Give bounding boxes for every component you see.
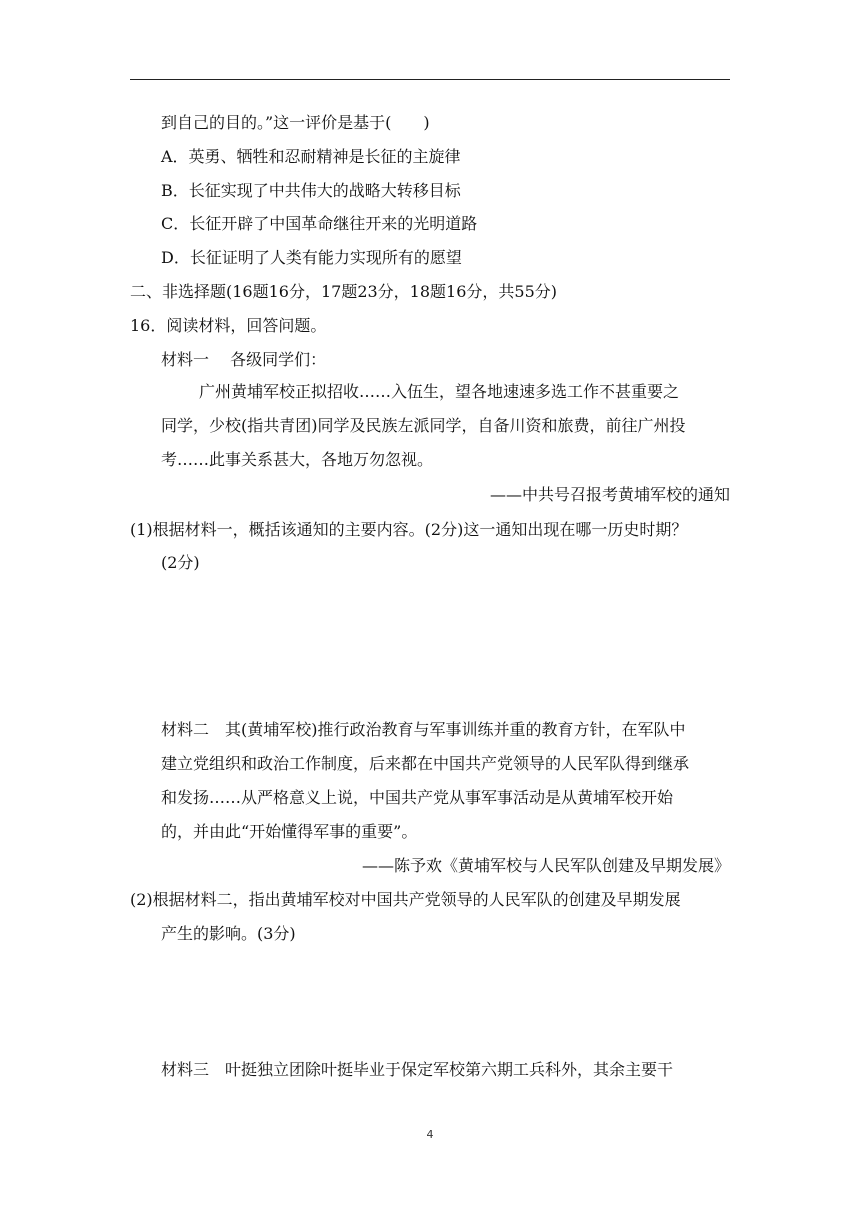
material2-text-line: 的，并由此“开始懂得军事的重要”。 <box>161 822 418 841</box>
material3-text-line: 材料三 叶挺独立团除叶挺毕业于保定军校第六期工兵科外，其余主要干 <box>161 1060 674 1079</box>
section-heading: 二、非选择题(16题16分，17题23分，18题16分，共55分) <box>130 282 558 301</box>
material2-source: ——陈予欢《黄埔军校与人民军队创建及早期发展》 <box>361 856 730 875</box>
material1-text-line: 考……此事关系甚大，各地万勿忽视。 <box>161 450 434 469</box>
material1-source: ——中共号召报考黄埔军校的通知 <box>489 485 730 504</box>
q15-option-d: D．长征证明了人类有能力实现所有的愿望 <box>161 248 462 267</box>
q16-subquestion-2: (2)根据材料二，指出黄埔军校对中国共产党领导的人民军队的创建及早期发展 <box>130 890 681 909</box>
q15-option-c: C．长征开辟了中国革命继往开来的光明道路 <box>161 214 478 233</box>
q16-subquestion-1-points: (2分) <box>161 553 200 572</box>
material2-text-line: 和发扬……从严格意义上说，中国共产党从事军事活动是从黄埔军校开始 <box>161 788 674 807</box>
material1-label: 材料一 各级同学们： <box>161 350 327 369</box>
q15-option-a: A．英勇、牺牲和忍耐精神是长征的主旋律 <box>161 147 461 166</box>
q16-subquestion-2-cont: 产生的影响。(3分) <box>161 924 296 943</box>
material1-text-line: 广州黄埔军校正拟招收……入伍生，望各地速速多选工作不甚重要之 <box>199 382 680 401</box>
material2-text-line: 材料二 其(黄埔军校)推行政治教育与军事训练并重的教育方针，在军队中 <box>161 720 686 739</box>
material1-text-line: 同学，少校(指共青团)同学及民族左派同学，自备川资和旅费，前往广州投 <box>161 416 686 435</box>
q16-intro: 16．阅读材料，回答问题。 <box>130 316 327 335</box>
page-number: 4 <box>426 1128 434 1141</box>
material2-text-line: 建立党组织和政治工作制度，后来都在中国共产党领导的人民军队得到继承 <box>161 754 690 773</box>
q15-stem-end: 到自己的目的。”这一评价是基于( ) <box>161 113 430 132</box>
q15-option-b: B．长征实现了中共伟大的战略大转移目标 <box>161 181 461 200</box>
q16-subquestion-1: (1)根据材料一，概括该通知的主要内容。(2分)这一通知出现在哪一历史时期？ <box>130 520 688 539</box>
header-rule <box>130 79 730 80</box>
